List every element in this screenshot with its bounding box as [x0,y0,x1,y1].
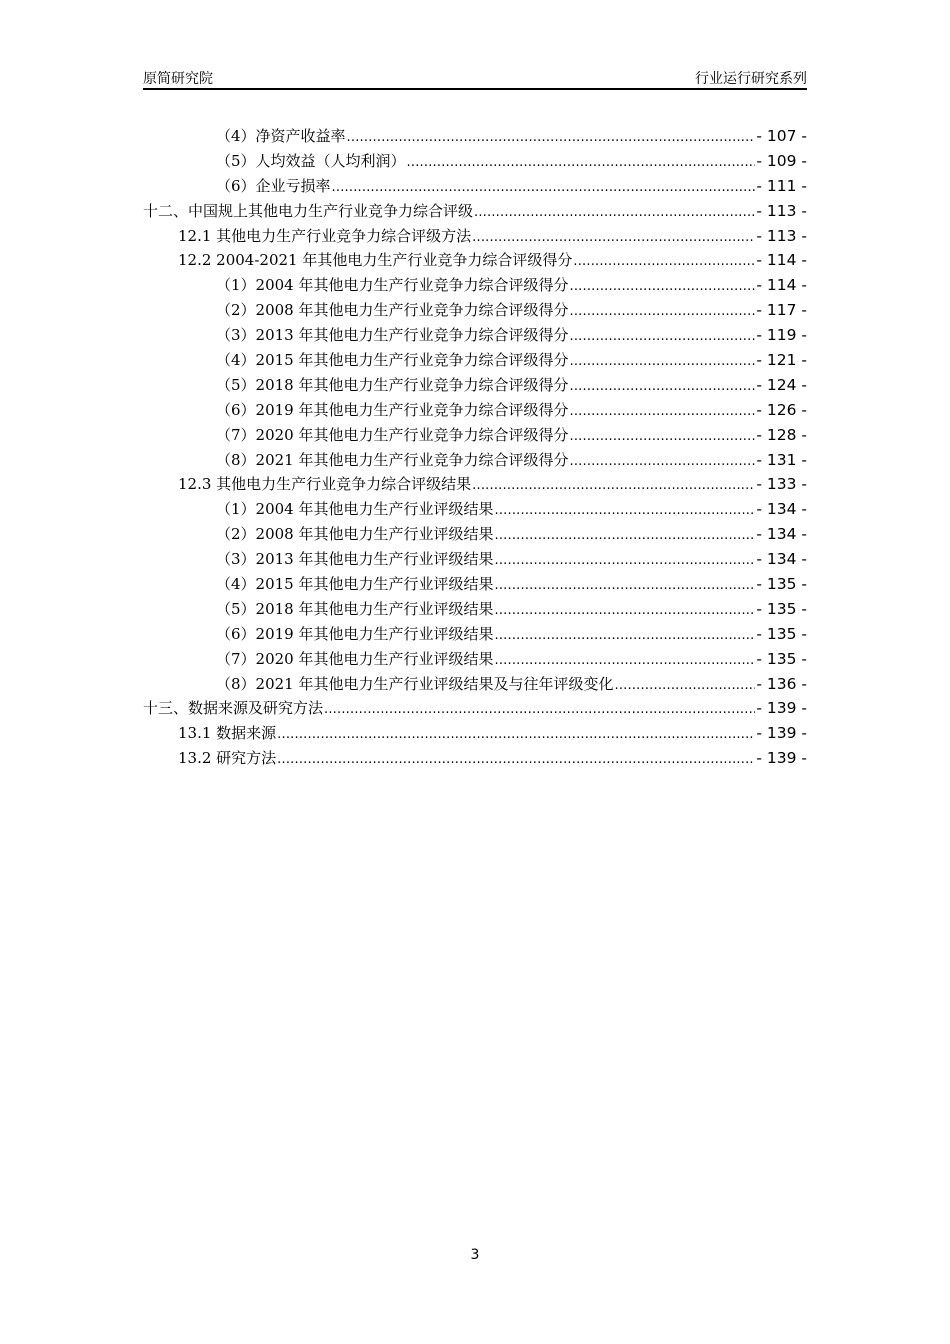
toc-entry-title: （5）2018 年其他电力生产行业评级结果 [216,599,494,618]
page-number: 3 [470,1247,480,1263]
toc-entry-title: （4）2015 年其他电力生产行业评级结果 [216,575,494,594]
table-of-contents [143,124,807,771]
toc-entry-title: （3）2013 年其他电力生产行业评级结果 [216,550,494,569]
toc-entry[interactable] [143,174,807,199]
toc-entry-title: 13.1 数据来源 [178,724,277,743]
toc-leader-dots [570,400,756,425]
toc-entry[interactable] [143,273,807,298]
toc-entry-page: - 128 - [756,425,807,444]
toc-leader-dots [495,624,756,649]
toc-leader-dots [573,250,755,275]
toc-entry-title: 12.1 其他电力生产行业竞争力综合评级方法 [178,226,472,245]
header-divider [143,88,807,90]
toc-entry-page: - 139 - [756,749,807,768]
toc-entry-title: （4）净资产收益率 [216,127,346,145]
toc-entry-page: - 131 - [756,450,807,469]
header-series-name: 行业运行研究系列 [695,71,807,87]
toc-entry[interactable] [143,448,807,473]
toc-entry-title: （5）人均效益（人均利润） [216,151,406,170]
toc-leader-dots [495,499,756,524]
toc-entry-page: - 139 - [756,724,807,743]
toc-entry-page: - 135 - [756,624,807,643]
toc-entry-page: - 119 - [756,326,807,345]
toc-entry-title: （6）2019 年其他电力生产行业竞争力综合评级得分 [216,400,569,419]
toc-entry-page: - 107 - [756,127,807,145]
toc-entry[interactable] [143,622,807,647]
toc-leader-dots [324,698,755,723]
toc-entry[interactable] [143,696,807,721]
toc-leader-dots [407,151,756,176]
toc-leader-dots [332,176,756,201]
toc-entry-title: （1）2004 年其他电力生产行业评级结果 [216,500,494,519]
toc-entry-title: （6）企业亏损率 [216,176,331,195]
page-header [143,66,807,88]
toc-leader-dots [495,574,756,599]
toc-entry-title: 12.2 2004-2021 年其他电力生产行业竞争力综合评级得分 [178,251,573,270]
toc-leader-dots [495,649,756,674]
toc-entry[interactable] [143,721,807,746]
toc-leader-dots [277,748,755,773]
toc-entry-page: - 134 - [756,550,807,569]
toc-leader-dots [347,126,756,151]
toc-entry-title: （5）2018 年其他电力生产行业竞争力综合评级得分 [216,375,569,394]
toc-entry[interactable] [143,348,807,373]
toc-entry-title: 12.3 其他电力生产行业竞争力综合评级结果 [178,475,472,494]
toc-entry-page: - 121 - [756,351,807,370]
toc-entry-title: 十三、数据来源及研究方法 [143,699,324,718]
toc-leader-dots [570,325,756,350]
toc-entry[interactable] [143,547,807,572]
toc-entry[interactable] [143,597,807,622]
toc-entry[interactable] [143,746,807,771]
toc-entry[interactable] [143,522,807,547]
toc-entry[interactable] [143,323,807,348]
toc-entry-title: 十二、中国规上其他电力生产行业竞争力综合评级 [143,201,474,220]
toc-entry[interactable] [143,398,807,423]
toc-entry-page: - 139 - [756,699,807,718]
toc-entry-page: - 134 - [756,525,807,544]
toc-leader-dots [495,524,756,549]
toc-entry-title: （7）2020 年其他电力生产行业竞争力综合评级得分 [216,425,569,444]
toc-entry[interactable] [143,672,807,697]
toc-entry-page: - 136 - [756,674,807,693]
toc-entry-page: - 111 - [756,176,807,195]
toc-entry-title: 13.2 研究方法 [178,749,277,768]
toc-entry-page: - 113 - [756,226,807,245]
toc-leader-dots [474,201,755,226]
toc-entry[interactable] [143,298,807,323]
toc-entry-page: - 134 - [756,500,807,519]
toc-entry[interactable] [143,373,807,398]
toc-entry-page: - 124 - [756,375,807,394]
toc-entry-page: - 117 - [756,301,807,320]
toc-entry-title: （4）2015 年其他电力生产行业竞争力综合评级得分 [216,351,569,370]
toc-leader-dots [570,450,756,475]
toc-entry[interactable] [143,497,807,522]
toc-leader-dots [277,723,755,748]
toc-entry[interactable] [143,423,807,448]
toc-leader-dots [570,375,756,400]
toc-entry-page: - 135 - [756,599,807,618]
toc-entry-title: （2）2008 年其他电力生产行业竞争力综合评级得分 [216,301,569,320]
toc-entry[interactable] [143,647,807,672]
toc-entry-title: （2）2008 年其他电力生产行业评级结果 [216,525,494,544]
toc-entry[interactable] [143,199,807,224]
toc-entry-title: （3）2013 年其他电力生产行业竞争力综合评级得分 [216,326,569,345]
toc-entry-title: （8）2021 年其他电力生产行业竞争力综合评级得分 [216,450,569,469]
toc-entry[interactable] [143,224,807,249]
toc-leader-dots [615,674,756,699]
toc-entry[interactable] [143,149,807,174]
toc-entry-page: - 114 - [756,276,807,295]
toc-entry[interactable] [143,572,807,597]
toc-entry-page: - 109 - [756,151,807,170]
toc-leader-dots [570,425,756,450]
toc-entry-page: - 135 - [756,575,807,594]
toc-entry-title: （6）2019 年其他电力生产行业评级结果 [216,624,494,643]
toc-entry[interactable] [143,248,807,273]
toc-entry-title: （7）2020 年其他电力生产行业评级结果 [216,649,494,668]
toc-entry-page: - 113 - [756,201,807,220]
toc-entry[interactable] [143,472,807,497]
toc-leader-dots [472,226,755,251]
toc-leader-dots [495,549,756,574]
toc-entry-title: （8）2021 年其他电力生产行业评级结果及与往年评级变化 [216,674,614,693]
toc-leader-dots [570,275,756,300]
toc-leader-dots [495,599,756,624]
toc-leader-dots [570,300,756,325]
toc-entry[interactable] [143,124,807,149]
toc-entry-page: - 133 - [756,475,807,494]
toc-entry-page: - 135 - [756,649,807,668]
toc-leader-dots [570,350,756,375]
header-org-name: 原简研究院 [143,71,213,87]
toc-entry-page: - 126 - [756,400,807,419]
toc-entry-page: - 114 - [756,251,807,270]
toc-leader-dots [472,474,755,499]
toc-entry-title: （1）2004 年其他电力生产行业竞争力综合评级得分 [216,276,569,295]
